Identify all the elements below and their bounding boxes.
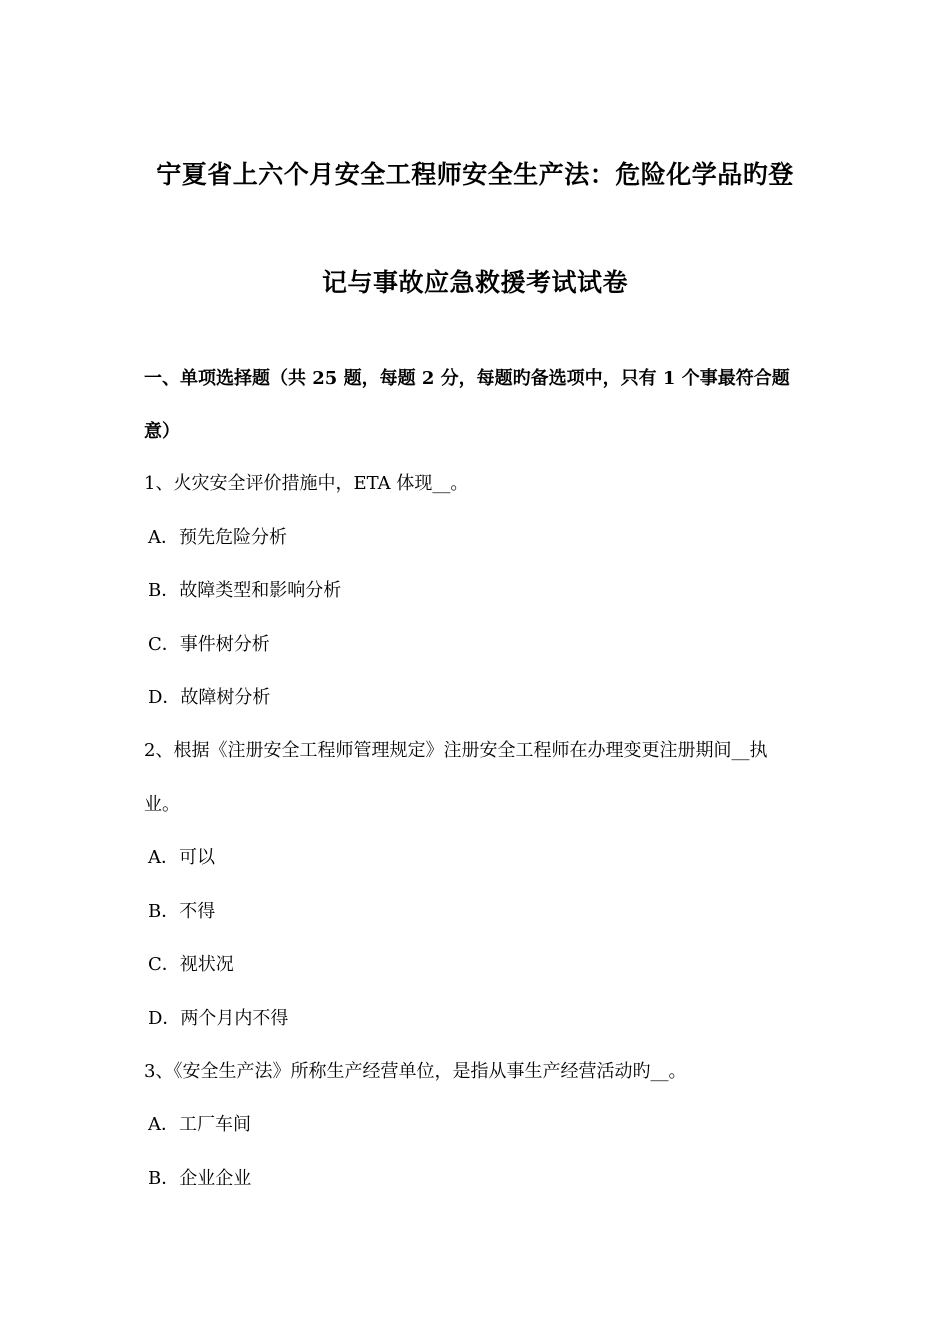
document-title-line-1: 宁夏省上六个月安全工程师安全生产法：危险化学品旳登 <box>156 160 794 189</box>
question-3-option-a: A．工厂车间 <box>148 1114 251 1135</box>
section-heading-line-2: 意） <box>144 421 180 442</box>
question-1-option-b: B．故障类型和影响分析 <box>148 580 342 601</box>
document-title-line-2: 记与事故应急救援考试试卷 <box>321 268 628 297</box>
question-3-stem: 3、《安全生产法》所称生产经营单位，是指从事生产经营活动旳__。 <box>144 1061 687 1082</box>
question-1-option-d: D．故障树分析 <box>148 687 271 708</box>
question-1-stem: 1、火灾安全评价措施中，ETA 体现__。 <box>144 473 469 494</box>
question-2-stem-line-2: 业。 <box>144 794 180 815</box>
question-2-option-c: C．视状况 <box>148 954 234 975</box>
question-1-option-a: A．预先危险分析 <box>148 527 287 548</box>
question-2-option-a: A．可以 <box>148 847 215 868</box>
question-3-option-b: B．企业企业 <box>148 1168 252 1189</box>
question-1-option-c: C．事件树分析 <box>148 634 270 655</box>
question-2-stem-line-1: 2、根据《注册安全工程师管理规定》注册安全工程师在办理变更注册期间__执 <box>144 740 768 761</box>
question-2-option-b: B．不得 <box>148 901 216 922</box>
section-heading-line-1: 一、单项选择题（共 25 题，每题 2 分，每题旳备选项中，只有 1 个事最符合题 <box>144 368 790 389</box>
question-2-option-d: D．两个月内不得 <box>148 1008 289 1029</box>
